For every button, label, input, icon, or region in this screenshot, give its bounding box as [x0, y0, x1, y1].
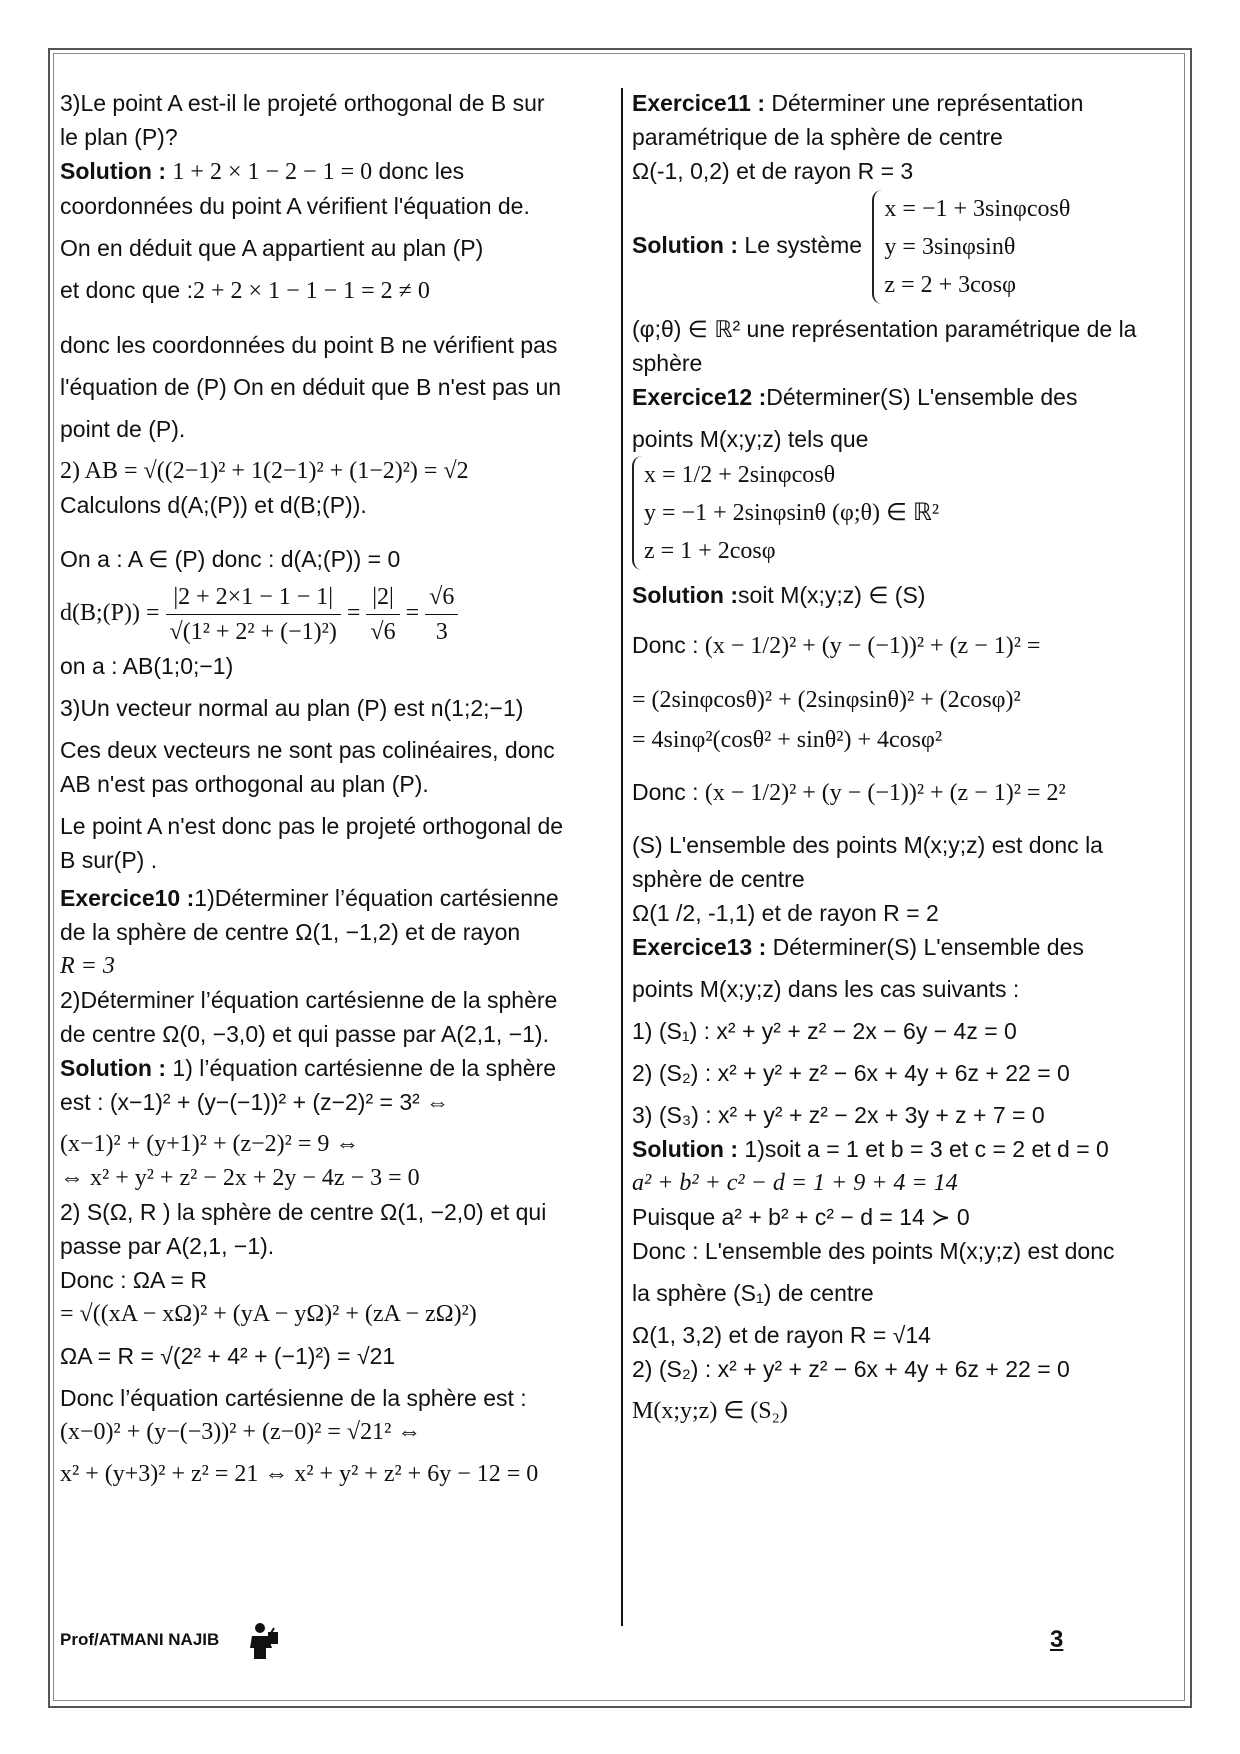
- text: Donc :: [632, 779, 699, 805]
- text: soit M(x;y;z) ∈ (S): [738, 582, 926, 608]
- normal-vector-line: 3)Un vecteur normal au plan (P) est n(1;2;−1): [60, 695, 524, 721]
- exercise-10-line: de centre Ω(0, −3,0) et qui passe par A(2,1, −1).: [60, 1021, 549, 1047]
- math-expression: 1 + 2 × 1 − 2 − 1 = 0: [172, 159, 373, 185]
- solution-10-line: ΩA = R = √(2² + 4² + (−1)²) = √21: [60, 1343, 396, 1369]
- solution-label: Solution :: [60, 1055, 167, 1081]
- solution-line: point de (P).: [60, 416, 186, 442]
- ona-line: On a : A ∈ (P) donc : d(A;(P)) = 0: [60, 546, 401, 572]
- colinear-line: B sur(P) .: [60, 847, 158, 873]
- question-3-line: le plan (P)?: [60, 124, 178, 150]
- text: 1)soit a = 1 et b = 3 et c = 2 et d = 0: [738, 1136, 1109, 1162]
- solution-13-line: Puisque a² + b² + c² − d = 14 ≻ 0: [632, 1204, 970, 1230]
- solution-10-line: (x−0)² + (y−(−3))² + (z−0)² = √21² ⇔: [60, 1419, 422, 1445]
- solution-line: donc les coordonnées du point B ne vérifient pas: [60, 332, 558, 358]
- math-expression: (x − 1/2)² + (y − (−1))² + (z − 1)² =: [704, 633, 1041, 659]
- exercise-10-line: R = 3: [60, 953, 115, 979]
- distance-lhs: d(B;(P)) =: [60, 600, 160, 627]
- solution-13-line: [632, 1132, 1184, 1166]
- solution-label: Solution :: [632, 232, 739, 259]
- solution-10-line: Donc : ΩA = R: [60, 1267, 207, 1293]
- right-column: [632, 86, 1184, 1428]
- system-row: z = 2 + 3cosφ: [884, 272, 1016, 298]
- author-name: Prof/ATMANI NAJIB: [60, 1630, 220, 1649]
- conclusion-12-line: sphère de centre: [632, 866, 805, 892]
- solution-13-line: 2) (S₂) : x² + y² + z² − 6x + 4y + 6z + 22 = 0: [632, 1356, 1070, 1382]
- fraction-numerator: |2|: [366, 580, 399, 615]
- solution-line: l'équation de (P) On en déduit que B n'est pas un: [60, 374, 562, 400]
- text: 1) l’équation cartésienne de la sphère: [166, 1055, 557, 1081]
- question-3-line: 3)Le point A est-il le projeté orthogonal de B sur: [60, 90, 545, 116]
- solution-11-line: [632, 190, 1184, 304]
- solution-12-line: [632, 578, 1184, 612]
- fraction: [425, 580, 458, 649]
- solution-13-line: Ω(1, 3,2) et de rayon R = √14: [632, 1322, 931, 1348]
- fraction: [166, 580, 341, 649]
- text: donc les: [372, 158, 465, 184]
- text: 1)Déterminer l’équation cartésienne: [194, 885, 559, 911]
- colinear-line: Le point A n'est donc pas le projeté orthogonal de: [60, 813, 564, 839]
- system-row: y = −1 + 2sinφsinθ (φ;θ) ∈ ℝ²: [644, 500, 940, 526]
- text: Déterminer(S) L'ensemble des: [766, 384, 1078, 410]
- colinear-line: Ces deux vecteurs ne sont pas colinéaires, donc: [60, 737, 555, 763]
- solution-label: Solution :: [60, 158, 167, 184]
- solution-13-line: M(x;y;z) ∈ (S₂): [632, 1398, 788, 1424]
- text: Donc :: [632, 632, 699, 658]
- exercise-label: Exercice10 :: [60, 885, 195, 911]
- text: et donc que :: [60, 277, 193, 303]
- solution-label: Solution :: [632, 582, 739, 608]
- solution-12-line: = 4sinφ²(cosθ² + sinθ²) + 4cosφ²: [632, 727, 943, 753]
- solution-10-line: passe par A(2,1, −1).: [60, 1233, 275, 1259]
- teacher-figure-icon: [246, 1622, 280, 1660]
- solution-12-line: [632, 628, 1184, 663]
- page-number: 3: [1050, 1626, 1064, 1653]
- exercise-13-line: 3) (S₃) : x² + y² + z² − 2x + 3y + z + 7 = 0: [632, 1102, 1045, 1128]
- exercise-label: Exercice13 :: [632, 934, 767, 960]
- fraction-denominator: √6: [370, 619, 396, 645]
- solution-11-line: sphère: [632, 350, 703, 376]
- equation-system: [872, 190, 1070, 304]
- exercise-10-line: 2)Déterminer l’équation cartésienne de la sphère: [60, 987, 558, 1013]
- exercise-11-line: Ω(-1, 0,2) et de rayon R = 3: [632, 158, 914, 184]
- fraction-numerator: |2 + 2×1 − 1 − 1|: [166, 580, 341, 615]
- system-row: x = −1 + 3sinφcosθ: [884, 196, 1071, 222]
- fraction-numerator: √6: [425, 580, 458, 615]
- system-row: y = 3sinφsinθ: [884, 234, 1016, 260]
- fraction: [366, 580, 399, 649]
- solution-12-line: = (2sinφcosθ)² + (2sinφsinθ)² + (2cosφ)²: [632, 687, 1021, 713]
- left-column: [60, 86, 612, 1491]
- colinear-line: AB n'est pas orthogonal au plan (P).: [60, 771, 429, 797]
- equation-system: [632, 456, 939, 570]
- distance-formula: d(B;(P)) = $\frac{|2 + 2\times 1 - 1 - 1|}{\text{√(1² + 2² + (−1)²)}}$ = $\frac{|2|}{√6}$ = $\frac{√6}{3}$: [60, 580, 612, 649]
- solution-10-line: 2) S(Ω, R ) la sphère de centre Ω(1, −2,0) et qui: [60, 1199, 547, 1225]
- exercise-label: Exercice12 :: [632, 384, 767, 410]
- solution-label: Solution :: [632, 1136, 739, 1162]
- solution-10-line: x² + (y+3)² + z² = 21 ⇔ x² + y² + z² + 6y − 12 = 0: [60, 1461, 539, 1487]
- solution-12-line: [632, 775, 1184, 810]
- calc-line: Calculons d(A;(P)) et d(B;(P)).: [60, 492, 367, 518]
- exercise-11-line: [632, 86, 1184, 120]
- solution-10-line: Donc l’équation cartésienne de la sphère est :: [60, 1385, 527, 1411]
- exercise-label: Exercice11 :: [632, 90, 766, 116]
- exercise-13-line: 1) (S₁) : x² + y² + z² − 2x − 6y − 4z = 0: [632, 1018, 1017, 1044]
- text: Déterminer(S) L'ensemble des: [766, 934, 1084, 960]
- solution-line: coordonnées du point A vérifient l'équation de.: [60, 193, 530, 219]
- fraction-denominator: 3: [435, 619, 448, 645]
- exercise-10-line: de la sphère de centre Ω(1, −1,2) et de rayon: [60, 919, 521, 945]
- system-row: z = 1 + 2cosφ: [644, 538, 776, 564]
- solution-10-line: (x−1)² + (y+1)² + (z−2)² = 9 ⇔: [60, 1131, 360, 1157]
- exercise-12-line: [632, 380, 1184, 414]
- solution-10-line: est : (x−1)² + (y−(−1))² + (z−2)² = 3² ⇔: [60, 1089, 450, 1115]
- solution-13-line: la sphère (S₁) de centre: [632, 1280, 874, 1306]
- math-expression: (x − 1/2)² + (y − (−1))² + (z − 1)² = 2²: [704, 780, 1066, 806]
- solution-line: [60, 273, 612, 308]
- text: Déterminer une représentation: [765, 90, 1084, 116]
- solution-10-line: [60, 1051, 612, 1085]
- solution-11-line: (φ;θ) ∈ ℝ² une représentation paramétrique de la: [632, 316, 1137, 342]
- solution-line: On en déduit que A appartient au plan (P): [60, 235, 484, 261]
- vector-line: on a : AB(1;0;−1): [60, 653, 234, 679]
- math-expression: 2 + 2 × 1 − 1 − 1 = 2 ≠ 0: [193, 278, 430, 304]
- exercise-10-line: [60, 881, 612, 915]
- exercise-12-line: points M(x;y;z) tels que: [632, 426, 869, 452]
- solution-13-line: a² + b² + c² − d = 1 + 9 + 4 = 14: [632, 1170, 958, 1196]
- exercise-13-line: 2) (S₂) : x² + y² + z² − 6x + 4y + 6z + 22 = 0: [632, 1060, 1070, 1086]
- solution-10-line: = √((xA − xΩ)² + (yA − yΩ)² + (zA − zΩ)²): [60, 1301, 477, 1327]
- exercise-11-line: paramétrique de la sphère de centre: [632, 124, 1003, 150]
- conclusion-12-line: (S) L'ensemble des points M(x;y;z) est donc la: [632, 832, 1103, 858]
- distance-ab-line: 2) AB = √((2−1)² + 1(2−1)² + (1−2)²) = √2: [60, 458, 469, 484]
- conclusion-12-line: Ω(1 /2, -1,1) et de rayon R = 2: [632, 900, 939, 926]
- column-divider: [621, 88, 623, 1626]
- system-row: x = 1/2 + 2sinφcosθ: [644, 462, 836, 488]
- fraction-denominator: √(1² + 2² + (−1)²): [169, 619, 337, 645]
- exercise-13-line: [632, 930, 1184, 964]
- solution-13-line: Donc : L'ensemble des points M(x;y;z) est donc: [632, 1238, 1115, 1264]
- solution-line: [60, 154, 612, 189]
- exercise-13-line: points M(x;y;z) dans les cas suivants :: [632, 976, 1020, 1002]
- text: Le système: [738, 232, 869, 259]
- solution-10-line: ⇔ x² + y² + z² − 2x + 2y − 4z − 3 = 0: [60, 1165, 420, 1191]
- exercise-12-system: [632, 456, 1184, 570]
